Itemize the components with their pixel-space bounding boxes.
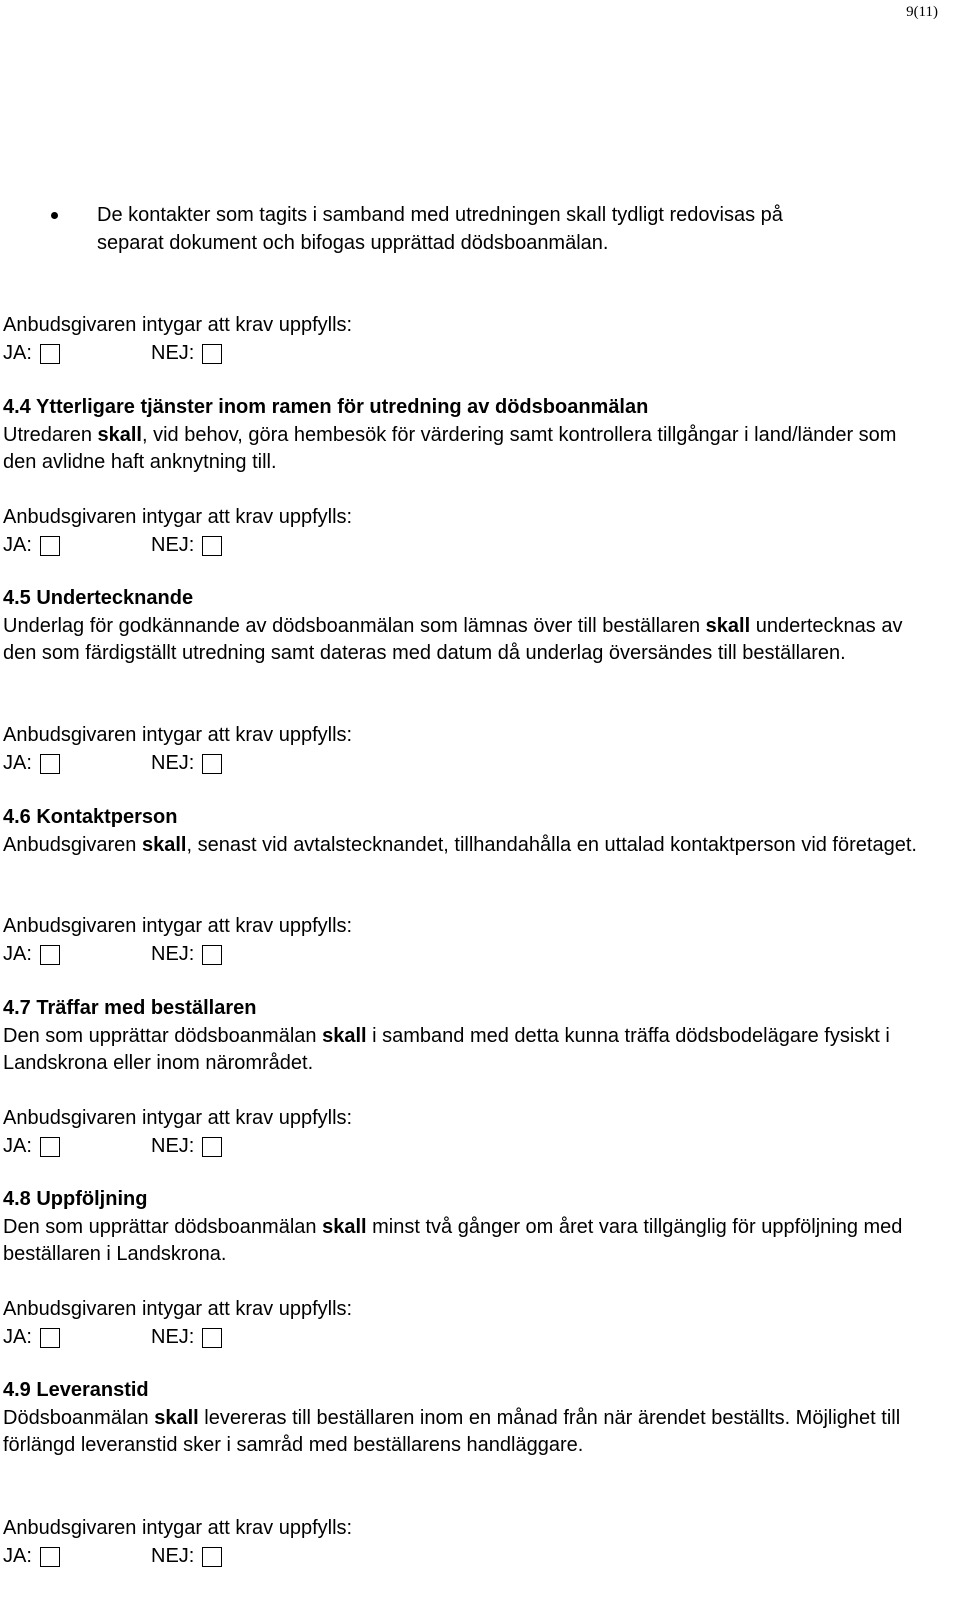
section-heading: 4.7 Träffar med beställaren: [3, 997, 257, 1019]
nej-checkbox[interactable]: [202, 536, 222, 556]
ja-checkbox[interactable]: [40, 1547, 60, 1567]
nej-label: NEJ:: [151, 1544, 195, 1567]
section-4-5: [3, 585, 923, 668]
ja-checkbox[interactable]: [40, 945, 60, 965]
bullet-item: [51, 202, 811, 257]
bullet-dot-icon: [51, 212, 58, 219]
checkbox-row: [3, 340, 923, 368]
confirmation-label: Anbudsgivaren intygar att krav uppfylls:: [3, 1517, 353, 1539]
confirmation-block: [3, 312, 923, 368]
nej-label: NEJ:: [151, 341, 195, 364]
section-4-4: [3, 394, 923, 477]
page-number: 9(11): [906, 4, 938, 20]
section-heading: 4.8 Uppföljning: [3, 1188, 148, 1210]
ja-label: JA:: [3, 533, 32, 556]
section-body: Utredaren skall, vid behov, göra hembesök för värdering samt kontrollera tillgångar i land/länder som den avlidne haft anknytning till.: [3, 423, 897, 473]
confirmation-label: Anbudsgivaren intygar att krav uppfylls:: [3, 915, 353, 937]
section-4-8: [3, 1186, 923, 1269]
section-heading: 4.6 Kontaktperson: [3, 806, 178, 828]
nej-checkbox[interactable]: [202, 945, 222, 965]
ja-label: JA:: [3, 751, 32, 774]
requirement-keyword: skall: [322, 1024, 367, 1047]
nej-checkbox[interactable]: [202, 1328, 222, 1348]
checkbox-row: [3, 941, 923, 969]
section-heading: 4.4 Ytterligare tjänster inom ramen för utredning av dödsboanmälan: [3, 396, 649, 418]
ja-checkbox[interactable]: [40, 536, 60, 556]
section-body: Dödsboanmälan skall levereras till beställaren inom en månad från när ärendet beställts. Möjlighet till förlängd leveranstid sker i samråd med beställarens handläggare.: [3, 1406, 901, 1456]
requirement-keyword: skall: [154, 1406, 199, 1429]
checkbox-row: [3, 1543, 923, 1571]
section-body: Den som upprättar dödsboanmälan skall minst två gånger om året vara tillgänglig för uppföljning med beställaren i Landskrona.: [3, 1215, 903, 1265]
confirmation-label: Anbudsgivaren intygar att krav uppfylls:: [3, 506, 353, 528]
nej-checkbox[interactable]: [202, 1547, 222, 1567]
requirement-keyword: skall: [705, 614, 751, 637]
section-body: Anbudsgivaren skall, senast vid avtalstecknandet, tillhandahålla en uttalad kontaktperson vid företaget.: [3, 833, 917, 856]
nej-checkbox[interactable]: [202, 1137, 222, 1157]
ja-checkbox[interactable]: [40, 1328, 60, 1348]
checkbox-row: [3, 1133, 923, 1161]
ja-checkbox[interactable]: [40, 344, 60, 364]
checkbox-row: [3, 1324, 923, 1352]
requirement-keyword: skall: [97, 423, 142, 446]
confirmation-block: [3, 504, 923, 560]
ja-checkbox[interactable]: [40, 754, 60, 774]
confirmation-block: [3, 1515, 923, 1571]
ja-label: JA:: [3, 1544, 32, 1567]
nej-checkbox[interactable]: [202, 754, 222, 774]
checkbox-row: [3, 532, 923, 560]
requirement-keyword: skall: [322, 1215, 367, 1238]
nej-label: NEJ:: [151, 751, 195, 774]
section-4-6: [3, 804, 923, 859]
section-body: Den som upprättar dödsboanmälan skall i samband med detta kunna träffa dödsbodelägare fysiskt i Landskrona eller inom närområdet.: [3, 1024, 890, 1074]
confirmation-label: Anbudsgivaren intygar att krav uppfylls:: [3, 1107, 353, 1129]
nej-label: NEJ:: [151, 533, 195, 556]
bullet-text: De kontakter som tagits i samband med utredningen skall tydligt redovisas på separat dokument och bifogas upprättad dödsboanmälan.: [97, 204, 783, 254]
confirmation-block: [3, 913, 923, 969]
ja-label: JA:: [3, 1325, 32, 1348]
nej-label: NEJ:: [151, 942, 195, 965]
confirmation-label: Anbudsgivaren intygar att krav uppfylls:: [3, 1298, 353, 1320]
nej-checkbox[interactable]: [202, 344, 222, 364]
requirement-keyword: skall: [141, 833, 187, 856]
ja-checkbox[interactable]: [40, 1137, 60, 1157]
ja-label: JA:: [3, 942, 32, 965]
section-4-9: [3, 1377, 923, 1460]
confirmation-block: [3, 1105, 923, 1161]
section-heading: 4.5 Undertecknande: [3, 587, 194, 609]
section-heading: 4.9 Leveranstid: [3, 1379, 149, 1401]
ja-label: JA:: [3, 341, 32, 364]
ja-label: JA:: [3, 1134, 32, 1157]
checkbox-row: [3, 750, 923, 778]
nej-label: NEJ:: [151, 1325, 195, 1348]
confirmation-label: Anbudsgivaren intygar att krav uppfylls:: [3, 724, 353, 746]
confirmation-block: [3, 1296, 923, 1352]
confirmation-block: [3, 722, 923, 778]
section-body: Underlag för godkännande av dödsboanmälan som lämnas över till beställaren skall undertecknas av den som färdigställt utredning samt dateras med datum då underlag översändes till beställaren.: [3, 614, 903, 664]
nej-label: NEJ:: [151, 1134, 195, 1157]
section-4-7: [3, 995, 923, 1078]
confirmation-label: Anbudsgivaren intygar att krav uppfylls:: [3, 314, 353, 336]
